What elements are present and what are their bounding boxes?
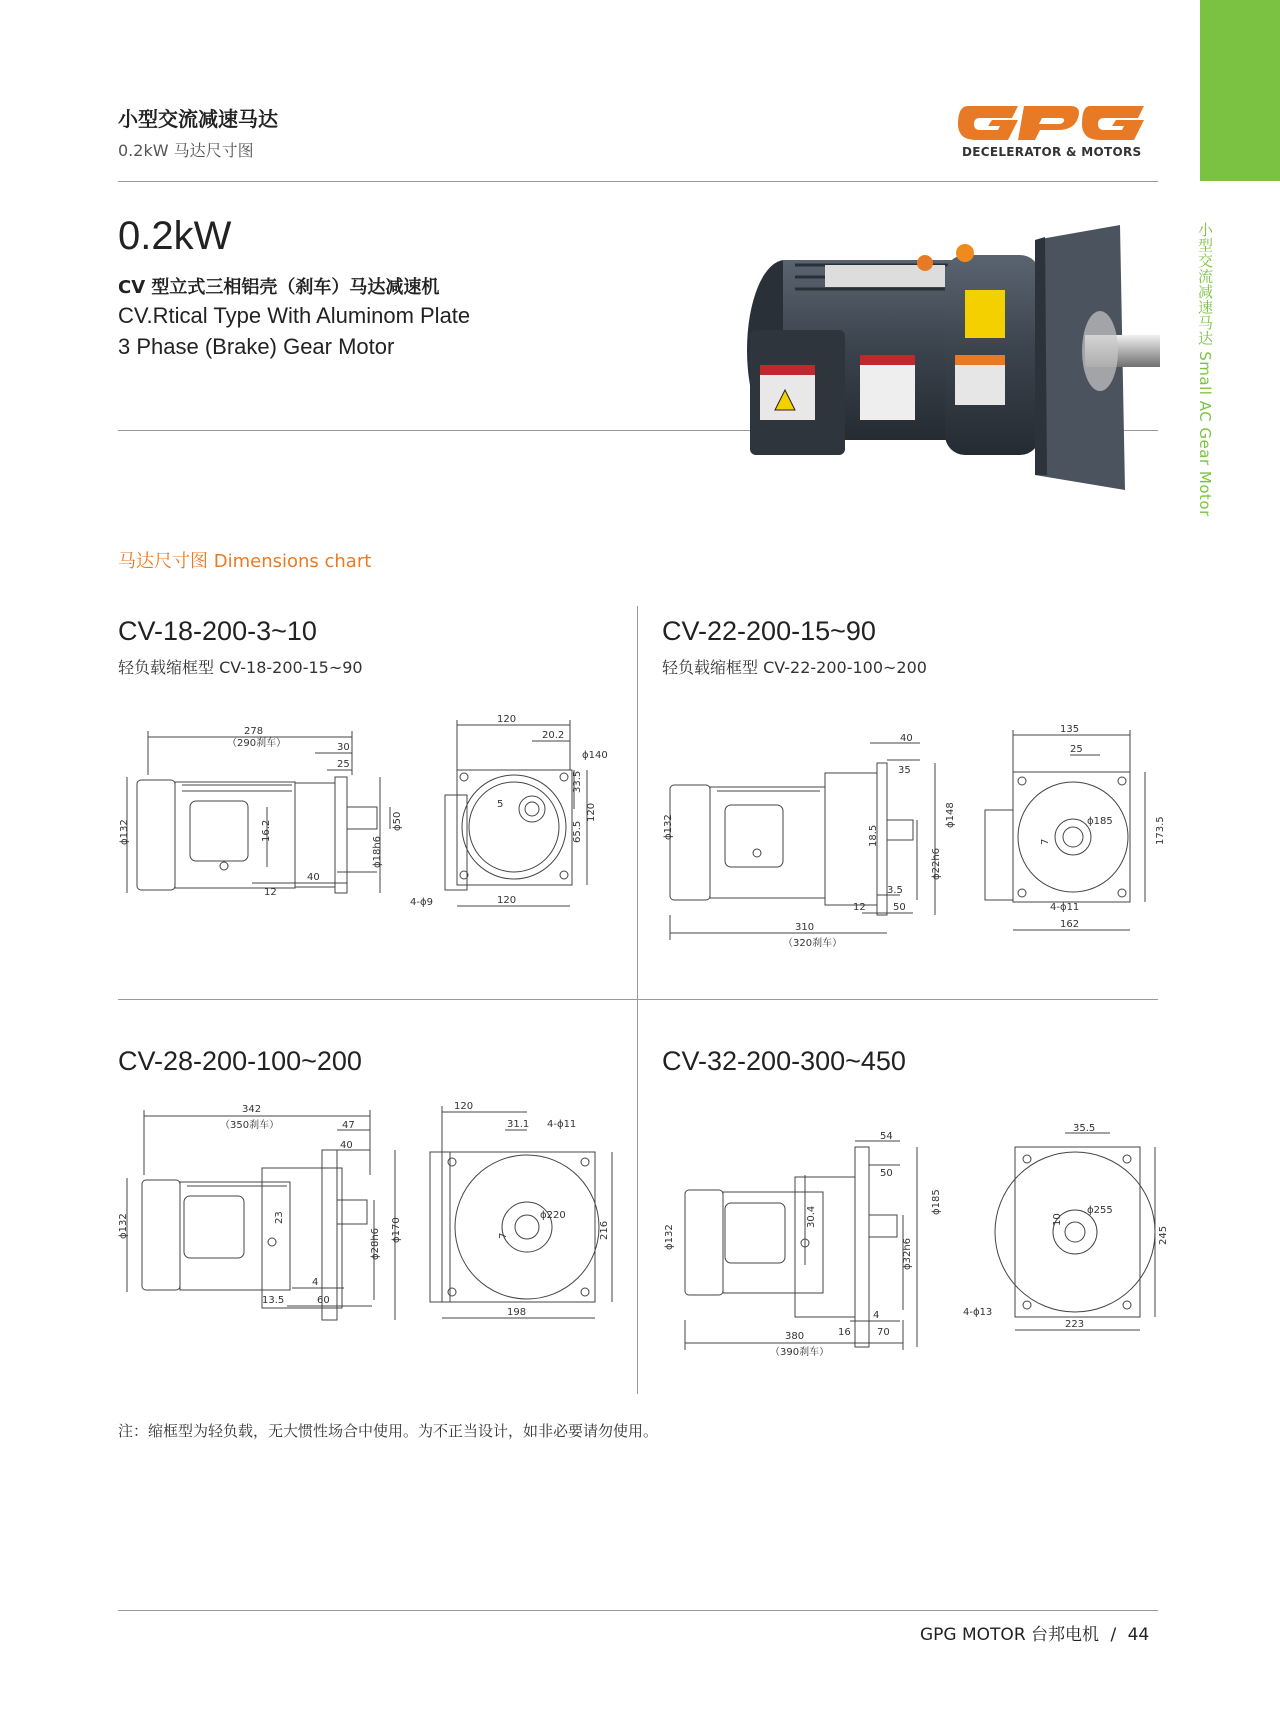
model-title-4: CV-32-200-300~450 [662,1046,906,1076]
drawing-cv22 [655,725,1165,960]
svg-text:16.2: 16.2 [261,819,272,842]
svg-text:ϕ148: ϕ148 [945,802,956,828]
svg-text:7: 7 [1040,838,1051,845]
svg-text:70: 70 [877,1327,890,1338]
svg-text:310: 310 [795,922,815,933]
svg-text:40: 40 [340,1140,353,1151]
svg-text:（390刹车）: （390刹车） [770,1347,830,1358]
model-variant-2: 轻负载缩框型 CV-22-200-100~200 [662,658,927,677]
footnote: 注：缩框型为轻负载，无大惯性场合中使用。为不正当设计，如非必要请勿使用。 [118,1422,659,1440]
model-title-3: CV-28-200-100~200 [118,1046,362,1076]
svg-text:3.5: 3.5 [887,885,903,896]
product-title-cn: CV 型立式三相铝壳（刹车）马达减速机 [118,277,440,298]
svg-text:12: 12 [264,887,277,898]
svg-text:216: 216 [599,1220,610,1240]
svg-text:4-ϕ9: 4-ϕ9 [410,897,433,908]
page-footer [920,1620,1149,1645]
svg-text:12: 12 [853,902,866,913]
sidebar-vertical-label: 小型交流减速马达 Small AC Gear Motor [1196,222,1214,517]
svg-text:ϕ185: ϕ185 [1087,816,1113,827]
svg-text:ϕ132: ϕ132 [118,1213,129,1239]
svg-text:173.5: 173.5 [1155,816,1166,845]
svg-text:120: 120 [497,895,517,906]
model-variant-1: 轻负载缩框型 CV-18-200-15~90 [118,658,363,677]
svg-text:50: 50 [880,1168,893,1179]
svg-text:342: 342 [242,1104,262,1115]
product-title-en-1: CV.Rtical Type With Aluminom Plate [118,303,471,328]
svg-text:（320刹车）: （320刹车） [783,938,843,949]
svg-text:ϕ28h6: ϕ28h6 [370,1227,381,1260]
footer-separator: / [1110,1625,1117,1645]
svg-text:ϕ185: ϕ185 [931,1189,942,1215]
svg-text:ϕ140: ϕ140 [582,750,608,761]
svg-text:50: 50 [893,902,906,913]
gear-motor-photo [725,225,1160,510]
svg-text:31.1: 31.1 [507,1119,530,1130]
svg-text:5: 5 [497,799,504,810]
svg-text:ϕ22h6: ϕ22h6 [931,847,942,880]
svg-text:ϕ170: ϕ170 [391,1217,402,1243]
svg-text:40: 40 [307,872,320,883]
svg-text:ϕ132: ϕ132 [663,814,674,840]
svg-text:ϕ50: ϕ50 [392,811,403,831]
svg-text:（350刹车）: （350刹车） [220,1120,280,1131]
footer-rule [118,1610,1158,1611]
svg-text:4-ϕ13: 4-ϕ13 [963,1307,993,1318]
logo-tagline: DECELERATOR & MOTORS [962,145,1142,159]
svg-text:ϕ32h6: ϕ32h6 [902,1237,913,1270]
svg-text:ϕ132: ϕ132 [119,819,130,845]
svg-text:35: 35 [898,765,911,776]
svg-text:4-ϕ11: 4-ϕ11 [1050,902,1080,913]
svg-text:135: 135 [1060,724,1080,735]
gpg-logo [958,104,1144,144]
sidebar-green-tab [1200,0,1280,181]
page-number: 44 [1127,1625,1150,1645]
svg-text:30.4: 30.4 [806,1205,817,1228]
svg-text:13.5: 13.5 [262,1295,285,1306]
drawing-cv18 [112,715,632,930]
svg-text:25: 25 [1070,744,1083,755]
svg-text:4: 4 [873,1310,880,1321]
footer-brand: GPG MOTOR 台邦电机 [920,1625,1100,1645]
svg-text:4-ϕ11: 4-ϕ11 [547,1119,577,1130]
svg-text:33.5: 33.5 [572,770,583,793]
svg-text:25: 25 [337,759,350,770]
svg-text:120: 120 [586,802,597,822]
product-title-en-2: 3 Phase (Brake) Gear Motor [118,334,395,359]
svg-text:120: 120 [454,1101,474,1112]
page-subtitle: 0.2kW 马达尺寸图 [118,141,254,160]
dimensions-heading: 马达尺寸图 Dimensions chart [118,551,372,572]
svg-text:4: 4 [312,1277,319,1288]
header-rule [118,181,1158,182]
svg-text:198: 198 [507,1307,527,1318]
svg-text:30: 30 [337,742,350,753]
svg-text:7: 7 [498,1232,509,1239]
svg-text:ϕ255: ϕ255 [1087,1205,1113,1216]
svg-text:23: 23 [274,1211,285,1224]
svg-text:162: 162 [1060,919,1080,930]
page-title: 小型交流减速马达 [118,107,278,131]
svg-text:18.5: 18.5 [868,824,879,847]
svg-text:（290刹车）: （290刹车） [227,738,287,749]
svg-text:ϕ132: ϕ132 [664,1224,675,1250]
model-title-1: CV-18-200-3~10 [118,616,317,646]
svg-text:16: 16 [838,1327,851,1338]
svg-text:223: 223 [1065,1319,1085,1330]
svg-text:10: 10 [1052,1213,1063,1226]
svg-text:380: 380 [785,1331,805,1342]
svg-text:20.2: 20.2 [542,730,565,741]
grid-horizontal-divider [118,999,1158,1000]
svg-text:40: 40 [900,733,913,744]
model-title-2: CV-22-200-15~90 [662,616,876,646]
power-rating: 0.2kW [118,214,232,258]
svg-text:54: 54 [880,1131,893,1142]
svg-text:120: 120 [497,714,517,725]
svg-text:47: 47 [342,1120,355,1131]
svg-text:65.5: 65.5 [572,820,583,843]
drawing-cv32 [655,1123,1169,1360]
svg-text:60: 60 [317,1295,330,1306]
drawing-cv28 [112,1100,632,1335]
grid-vertical-divider [637,606,638,1394]
svg-text:278: 278 [244,726,264,737]
svg-text:ϕ220: ϕ220 [540,1210,566,1221]
svg-text:35.5: 35.5 [1073,1123,1096,1134]
svg-text:245: 245 [1158,1225,1169,1245]
svg-text:ϕ18h6: ϕ18h6 [372,835,383,868]
